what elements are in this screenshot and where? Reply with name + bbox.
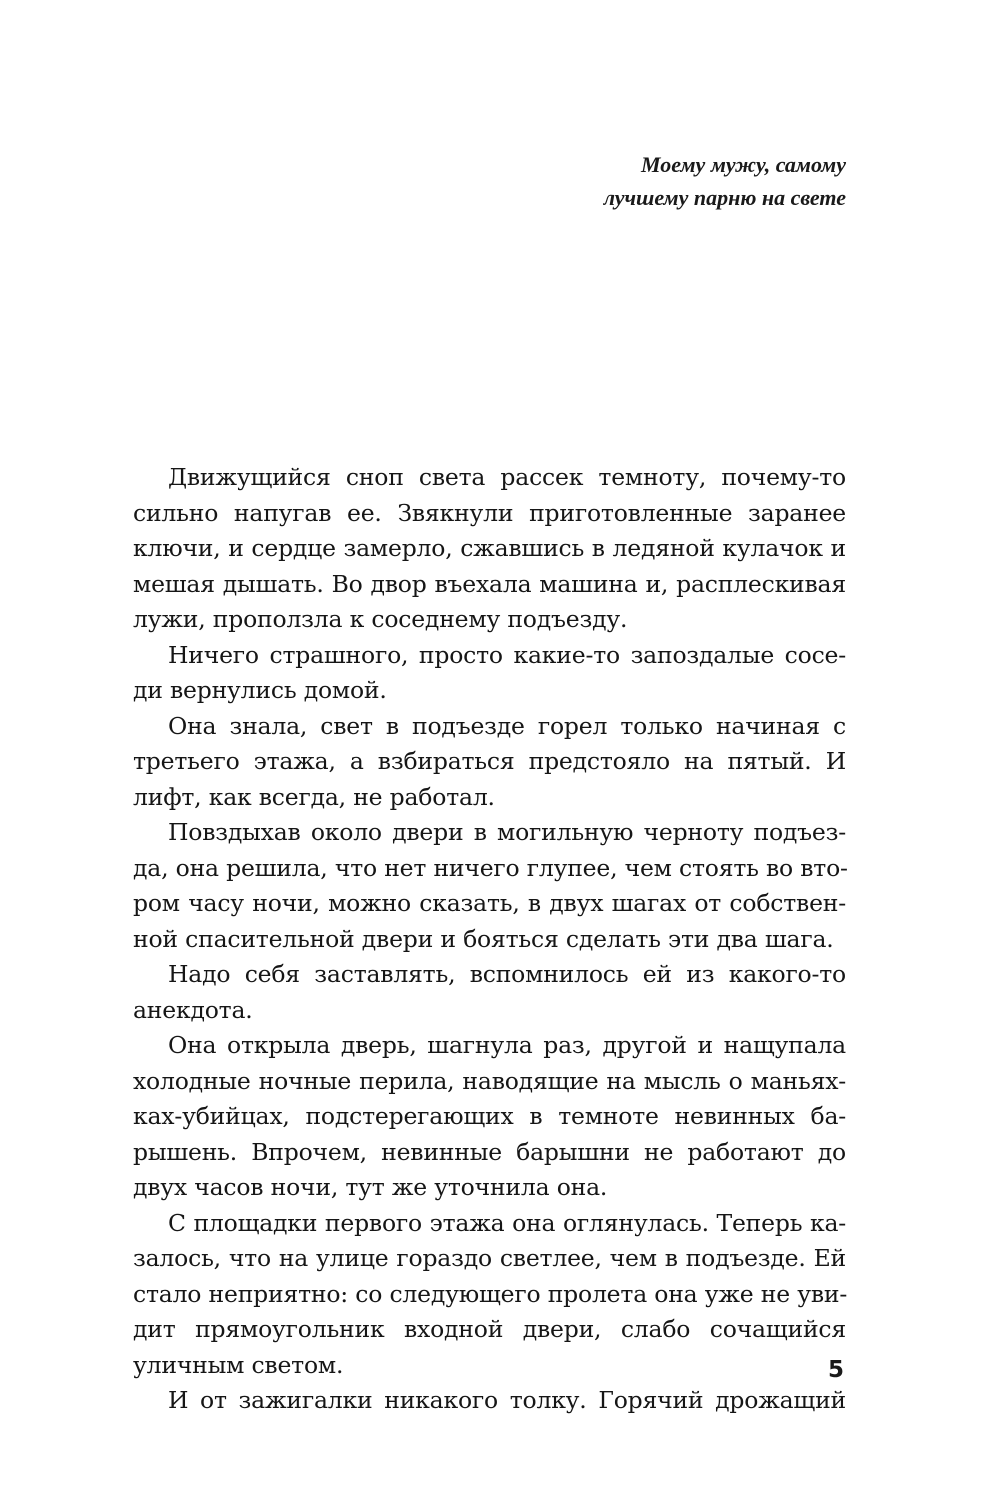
text-line: И от зажигалки никакого толку. Горячий дрожащий [168,1386,846,1414]
text-line: да, она решила, что нет ничего глупее, чем стоять во вто- [133,853,848,882]
text-line: ках-убийцах, подстерегающих в темноте невинных ба- [133,1102,846,1130]
text-line: Надо себя заставлять, вспомнилось ей из какого-то [168,960,846,988]
text-line: лифт, как всегда, не работал. [133,782,495,811]
text-line: Движущийся сноп света рассек темноту, почему-то [168,463,846,491]
paragraph [133,1028,846,1206]
paragraph [133,957,846,1028]
body-text [133,460,846,1419]
page-number: 5 [828,1357,845,1383]
text-line: Ничего страшного, просто какие-то запоздалые сосе- [168,640,846,669]
text-line: двух часов ночи, тут же уточнила она. [133,1173,608,1201]
text-line: ди вернулись домой. [133,676,387,704]
paragraph [133,638,846,709]
paragraph [133,709,846,816]
text-line: рышень. Впрочем, невинные барышни не работают до [133,1137,846,1166]
text-line: сильно напугав ее. Звякнули приготовленные заранее [133,498,846,527]
text-line: дит прямоугольник входной двери, слабо сочащийся [133,1315,846,1343]
text-line: стало неприятно: со следующего пролета она уже не уви- [133,1279,848,1308]
text-line: ной спасительной двери и бояться сделать эти два шага. [133,924,834,953]
dedication-line: лучшему парню на свете [603,185,846,210]
text-line: С площадки первого этажа она оглянулась. Теперь ка- [168,1208,846,1237]
text-line: мешая дышать. Во двор въехала машина и, расплескивая [133,569,846,598]
text-line: Она открыла дверь, шагнула раз, другой и нащупала [168,1031,846,1059]
text-line: Повздыхав около двери в могильную черноту подъез- [168,818,846,846]
text-line: Она знала, свет в подъезде горел только начиная с [168,711,846,740]
paragraph [133,460,846,638]
paragraph [133,1383,846,1419]
text-line: залось, что на улице гораздо светлее, чем в подъезде. Ей [133,1244,846,1272]
text-line: третьего этажа, а взбираться предстояло на пятый. И [133,747,846,775]
text-line: лужи, проползла к соседнему подъезду. [133,605,628,633]
paragraph [133,1206,846,1384]
text-line: холодные ночные перила, наводящие на мысль о маньях- [133,1066,846,1095]
paragraph [133,815,846,957]
text-line: уличным светом. [133,1350,344,1379]
dedication [604,148,846,214]
dedication-line: Моему мужу, самому [641,152,846,177]
text-line: ром часу ночи, можно сказать, в двух шагах от собствен- [133,889,846,917]
text-line: ключи, и сердце замерло, сжавшись в ледяной кулачок и [133,534,846,562]
text-line: анекдота. [133,995,253,1024]
